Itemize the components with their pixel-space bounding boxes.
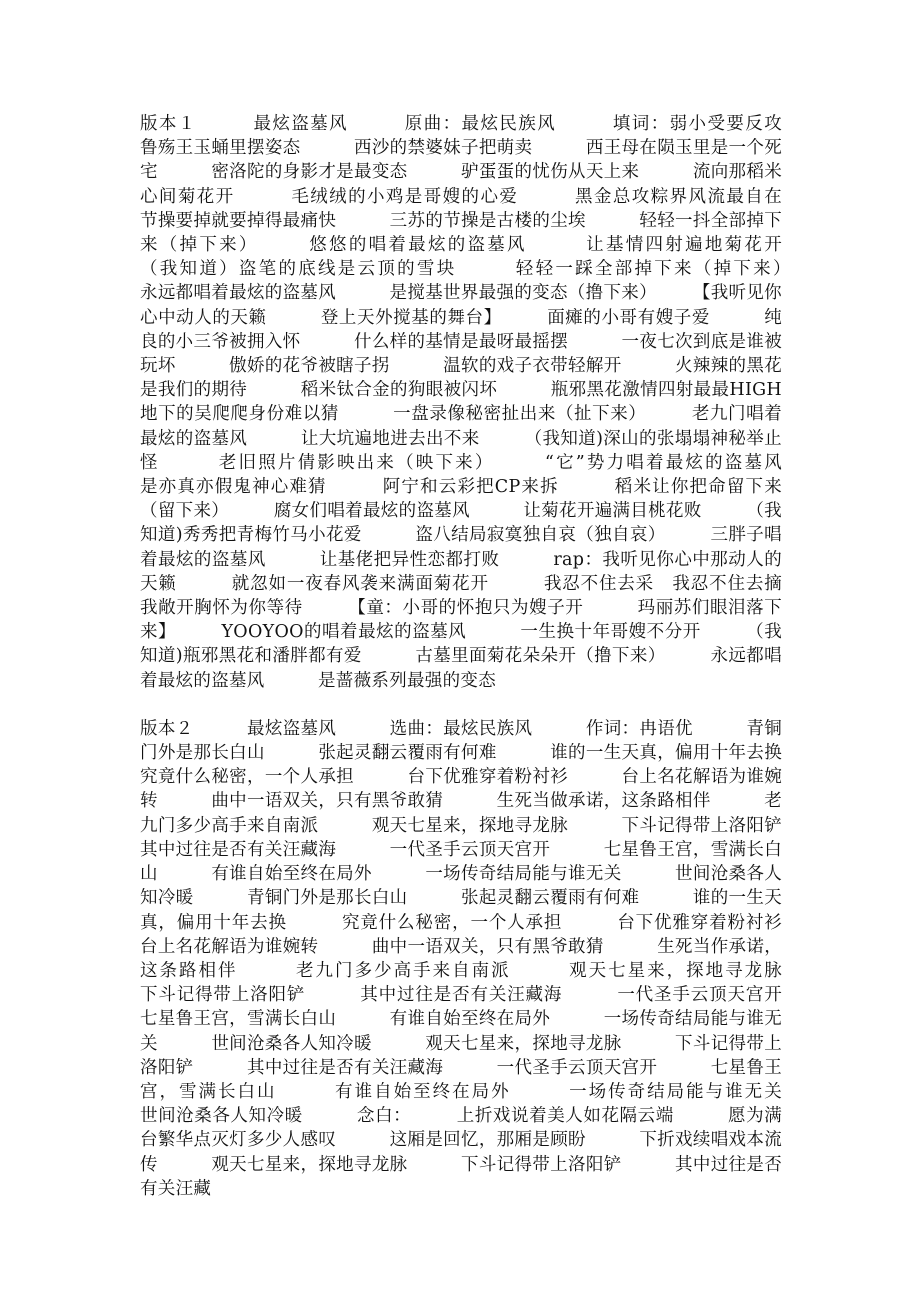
lyrics-version-1: 版本１ 最炫盗墓风 原曲：最炫民族风 填词：弱小受要反攻 鲁殇王玉蛹里摆姿态 西沙的禁婆妹子把萌卖 西王母在陨玉里是一个死宅 密洛陀的身影才是最变态 驴蛋蛋的忧伤从天上来 流向那稻米心间菊花开 毛绒绒的小鸡是哥嫂的心爱 黑金总攻粽界风流最自在 节操要掉就要掉得最痛快 三苏的节操是古楼的尘埃 轻轻一抖全部掉下来（掉下来） 悠悠的唱着最炫的盗墓风 让基情四射遍地菊花开 （我知道）盗笔的底线是云顶的雪块 轻轻一踩全部掉下来（掉下来） 永远都唱着最炫的盗墓风 是搅基世界最强的变态（撸下来） 【我听见你心中动人的天籁 登上天外搅基的舞台】 面瘫的小哥有嫂子爱 纯良的小三爷被拥入怀 什么样的基情是最呀最摇摆 一夜七次到底是谁被玩坏 傲娇的花爷被瞎子拐 温软的戏子衣带轻解开 火辣辣的黑花是我们的期待 稻米钛合金的狗眼被闪坏 瓶邪黑花激情四射最最HIGH 地下的吴爬爬身份难以猜 一盘录像秘密扯出来（扯下来） 老九门唱着最炫的盗墓风 让大坑遍地进去出不来 （我知道)深山的张塌塌神秘举止怪 老旧照片倩影映出来（映下来） “它”势力唱着最炫的盗墓风 是亦真亦假鬼神心难猜 阿宁和云彩把CP来拆 稻米让你把命留下来（留下来） 腐女们唱着最炫的盗墓风 让菊花开遍满目桃花败 （我知道)秀秀把青梅竹马小花爱 盗八结局寂寞独自哀（独自哀） 三胖子唱着最炫的盗墓风 让基佬把异性恋都打败 rap：我听见你心中那动人的天籁 就忽如一夜春风袭来满面菊花开 我忍不住去采 我忍不住去摘 我敞开胸怀为你等待 【童：小哥的怀抱只为嫂子开 玛丽苏们眼泪落下来】 YOOYOO的唱着最炫的盗墓风 一生换十年哥嫂不分开 （我知道)瓶邪黑花和潘胖都有爱 古墓里面菊花朵朵开（撸下来） 永远都唱着最炫的盗墓风 是蔷薇系列最强的变态 [140,114,836,691]
lyrics-version-2: 版本２ 最炫盗墓风 选曲：最炫民族风 作词：冉语优 青铜门外是那长白山 张起灵翻云覆雨有何难 谁的一生天真，偏用十年去换 究竟什么秘密，一个人承担 台下优雅穿着粉衬衫 台上名花解语为谁婉转 曲中一语双关，只有黑爷敢猜 生死当做承诺，这条路相伴 老九门多少高手来自南派 观天七星来，探地寻龙脉 下斗记得带上洛阳铲 其中过往是否有关汪藏海 一代圣手云顶天宫开 七星鲁王宫，雪满长白山 有谁自始至终在局外 一场传奇结局能与谁无关 世间沧桑各人知冷暖 青铜门外是那长白山 张起灵翻云覆雨有何难 谁的一生天真，偏用十年去换 究竟什么秘密，一个人承担 台下优雅穿着粉衬衫 台上名花解语为谁婉转 曲中一语双关，只有黑爷敢猜 生死当作承诺，这条路相伴 老九门多少高手来自南派 观天七星来，探地寻龙脉 下斗记得带上洛阳铲 其中过往是否有关汪藏海 一代圣手云顶天宫开 七星鲁王宫，雪满长白山 有谁自始至终在局外 一场传奇结局能与谁无关 世间沧桑各人知冷暖 观天七星来，探地寻龙脉 下斗记得带上洛阳铲 其中过往是否有关汪藏海 一代圣手云顶天宫开 七星鲁王宫，雪满长白山 有谁自始至终在局外 一场传奇结局能与谁无关 世间沧桑各人知冷暖 念白： 上折戏说着美人如花隔云端 愿为满台繁华点灭灯多少人感叹 这厢是回忆，那厢是顾盼 下折戏续唱戏本流传 观天七星来，探地寻龙脉 下斗记得带上洛阳铲 其中过往是否有关汪藏 [140,718,836,1199]
document-body [140,112,836,1201]
